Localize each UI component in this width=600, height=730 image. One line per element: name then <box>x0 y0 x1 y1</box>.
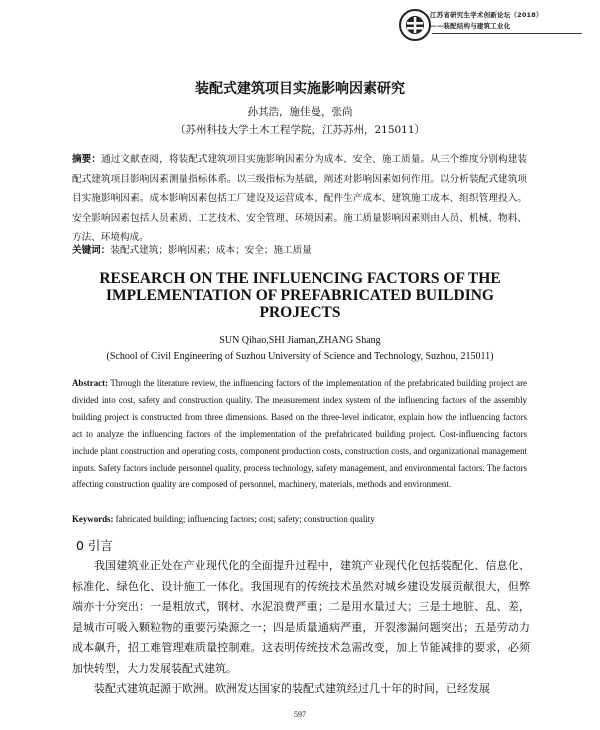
keywords-en-label: Keywords: <box>72 514 114 524</box>
abstract-cn-label: 摘要： <box>72 154 102 165</box>
forum-logo-icon <box>398 8 432 42</box>
affiliation-en: (School of Civil Engineering of Suzhou University of Science and Technology, Suzhou, 215011) <box>106 351 494 362</box>
intro-paragraph: 我国建筑业正处在产业现代化的全面提升过程中，建筑产业现代化包括装配化、信息化、标准化、绿色化、设计施工一体化。我国现有的传统技术虽然对城乡建设发展贡献很大，但弊端亦十分突出：一是粗放式，钢材、水泥浪费严重；二是用水量过大；三是土地脏、乱、差，是城市可吸入颗粒物的重要污染源之一；四是质量通病严重，开裂渗漏问题突出；五是劳动力成本飙升，招工难管理难质量控制难。这表明传统技术急需改变，加上节能减排的要求，必须加快转型，大力发展装配式建筑。 <box>72 559 530 675</box>
keywords-cn <box>72 242 527 256</box>
abstract-cn <box>72 150 527 248</box>
paper-title-en: RESEARCH ON THE INFLUENCING FACTORS OF THE IMPLEMENTATION OF PREFABRICATED BUILDING PROJECTS <box>99 270 501 321</box>
paper-title-cn: 装配式建筑项目实施影响因素研究 <box>195 81 405 97</box>
keywords-en-text: fabricated building; influencing factors; cost; safety; construction quality <box>113 514 375 524</box>
affiliation-cn: （苏州科技大学土木工程学院，江苏苏州，215011） <box>174 124 426 136</box>
abstract-en <box>72 375 527 493</box>
authors-en: SUN Qihao,SHI Jiaman,ZHANG Shang <box>219 335 381 346</box>
header-rule <box>432 33 582 34</box>
introduction-body <box>72 556 530 700</box>
authors-cn: 孙其浩，施佳曼，张尚 <box>247 106 353 118</box>
abstract-en-label: Abstract: <box>72 378 108 388</box>
journal-header <box>430 10 595 32</box>
section-heading-introduction: 0 引言 <box>76 538 113 553</box>
abstract-cn-text: 通过文献查阅，将装配式建筑项目实施影响因素分为成本、安全、施工质量。从三个维度分别构建装配式建筑项目影响因素测量指标体系。以三级指标为基础，阐述对影响因素如何作用。以分析装配式建筑项目实施影响因素。成本影响因素包括工厂建设及运营成本、配件生产成本、建筑施工成本、组织管理投入。安全影响因素包括人员素质、工艺技术、安全管理、环境因素。施工质量影响因素则由人员、机械、物料、方法、环境构成。 <box>72 154 528 244</box>
keywords-cn-label: 关键词： <box>72 245 111 256</box>
header-line-2: ——装配结构与建筑工业化 <box>430 22 511 30</box>
header-line-1: 江苏省研究生学术创新论坛（2018） <box>430 11 543 19</box>
keywords-cn-text: 装配式建筑；影响因素；成本；安全；施工质量 <box>110 245 312 256</box>
page-number: 597 <box>294 710 306 719</box>
abstract-en-text: Through the literature review, the influencing factors of the implementation of the prefabricated building project are divided into cost, safety and construction quality. The measurement index system of the influencing factors of the assembly building project is constructed from three dimensions. Based on the three-level indicator, explain how the influencing factors act to analyze the influencing factors of the implementation of the prefabricated building project. Cost-influencing factors include plant construction and operating costs, component production costs, construction costs, and organizational management inputs. Safety factors include personnel quality, process technology, safety management, and environmental factors. The factors affecting construction quality are composed of personnel, machinery, materials, methods and environment. <box>72 378 527 490</box>
keywords-en <box>72 514 527 524</box>
intro-paragraph: 装配式建筑起源于欧洲。欧洲发达国家的装配式建筑经过几十年的时间，已经发展 <box>94 682 490 695</box>
